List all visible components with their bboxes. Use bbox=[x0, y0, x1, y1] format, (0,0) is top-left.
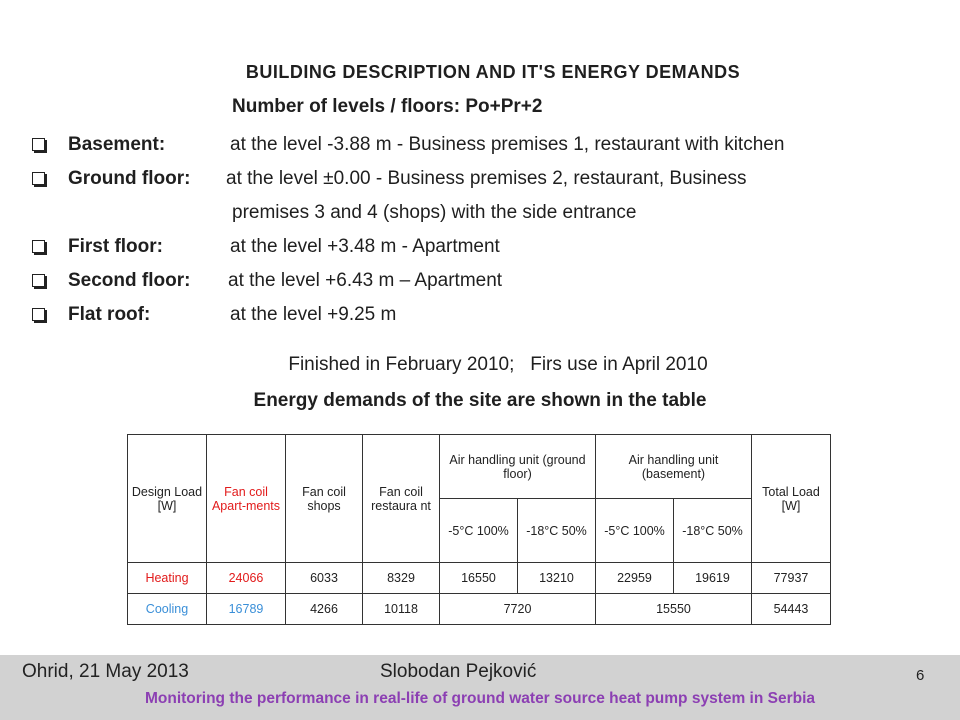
bullet-label: First floor: bbox=[68, 236, 163, 257]
checkbox-square-icon bbox=[32, 172, 45, 185]
checkbox-square-icon bbox=[32, 138, 45, 151]
cell-total: 77937 bbox=[752, 563, 831, 594]
cell-ground-18c: 13210 bbox=[518, 563, 596, 594]
cell-apartments: 16789 bbox=[207, 594, 286, 625]
bullet-continuation: premises 3 and 4 (shops) with the side entrance bbox=[232, 202, 637, 223]
cell-basement-5c: 22959 bbox=[596, 563, 674, 594]
row-label: Heating bbox=[128, 563, 207, 594]
subheader-ground-18c: -18°C 50% bbox=[518, 499, 596, 563]
header-fan-coil-restaurant: Fan coil restaura nt bbox=[363, 435, 440, 563]
cell-total: 54443 bbox=[752, 594, 831, 625]
subheader-ground-5c: -5°C 100% bbox=[440, 499, 518, 563]
cell-restaurant: 8329 bbox=[363, 563, 440, 594]
cell-basement: 15550 bbox=[596, 594, 752, 625]
energy-demands-table bbox=[127, 434, 831, 625]
header-fan-coil-shops: Fan coil shops bbox=[286, 435, 363, 563]
row-label: Cooling bbox=[128, 594, 207, 625]
checkbox-square-icon bbox=[32, 308, 45, 321]
presentation-title: Monitoring the performance in real-life of ground water source heat pump system in Serbia bbox=[144, 690, 816, 707]
subheader-basement-5c: -5°C 100% bbox=[596, 499, 674, 563]
slide-footer bbox=[0, 655, 960, 720]
bullet-text: at the level ±0.00 - Business premises 2, restaurant, Business bbox=[226, 168, 747, 189]
bullet-label: Basement: bbox=[68, 134, 166, 155]
footer-author: Slobodan Pejković bbox=[380, 661, 537, 682]
page-number: 6 bbox=[916, 667, 925, 684]
slide-subtitle: Number of levels / floors: Po+Pr+2 bbox=[232, 96, 543, 117]
header-ahu-basement: Air handling unit (basement) bbox=[596, 435, 752, 499]
table-caption: Energy demands of the site are shown in the table bbox=[253, 390, 707, 411]
bullet-text: at the level -3.88 m - Business premises 1, restaurant with kitchen bbox=[230, 134, 785, 155]
footer-location-date: Ohrid, 21 May 2013 bbox=[22, 661, 189, 682]
cell-ground: 7720 bbox=[440, 594, 596, 625]
cell-restaurant: 10118 bbox=[363, 594, 440, 625]
cell-apartments: 24066 bbox=[207, 563, 286, 594]
slide-title: BUILDING DESCRIPTION AND IT'S ENERGY DEMANDS bbox=[245, 62, 741, 82]
bullet-label: Flat roof: bbox=[68, 304, 151, 325]
table-row-cooling bbox=[128, 594, 831, 625]
checkbox-square-icon bbox=[32, 240, 45, 253]
cell-shops: 6033 bbox=[286, 563, 363, 594]
table-row-heating bbox=[128, 563, 831, 594]
header-ahu-ground: Air handling unit (ground floor) bbox=[440, 435, 596, 499]
cell-basement-18c: 19619 bbox=[674, 563, 752, 594]
bullet-label: Second floor: bbox=[68, 270, 191, 291]
bullet-text: at the level +6.43 m – Apartment bbox=[228, 270, 503, 291]
bullet-text: at the level +3.48 m - Apartment bbox=[230, 236, 500, 257]
bullet-text: at the level +9.25 m bbox=[230, 304, 397, 325]
header-fan-coil-apartments: Fan coil Apart-ments bbox=[207, 435, 286, 563]
cell-shops: 4266 bbox=[286, 594, 363, 625]
completion-info: Finished in February 2010; Firs use in April 2010 bbox=[288, 354, 708, 375]
header-design-load: Design Load [W] bbox=[128, 435, 207, 563]
checkbox-square-icon bbox=[32, 274, 45, 287]
subheader-basement-18c: -18°C 50% bbox=[674, 499, 752, 563]
header-total-load: Total Load [W] bbox=[752, 435, 831, 563]
cell-ground-5c: 16550 bbox=[440, 563, 518, 594]
bullet-label: Ground floor: bbox=[68, 168, 191, 189]
